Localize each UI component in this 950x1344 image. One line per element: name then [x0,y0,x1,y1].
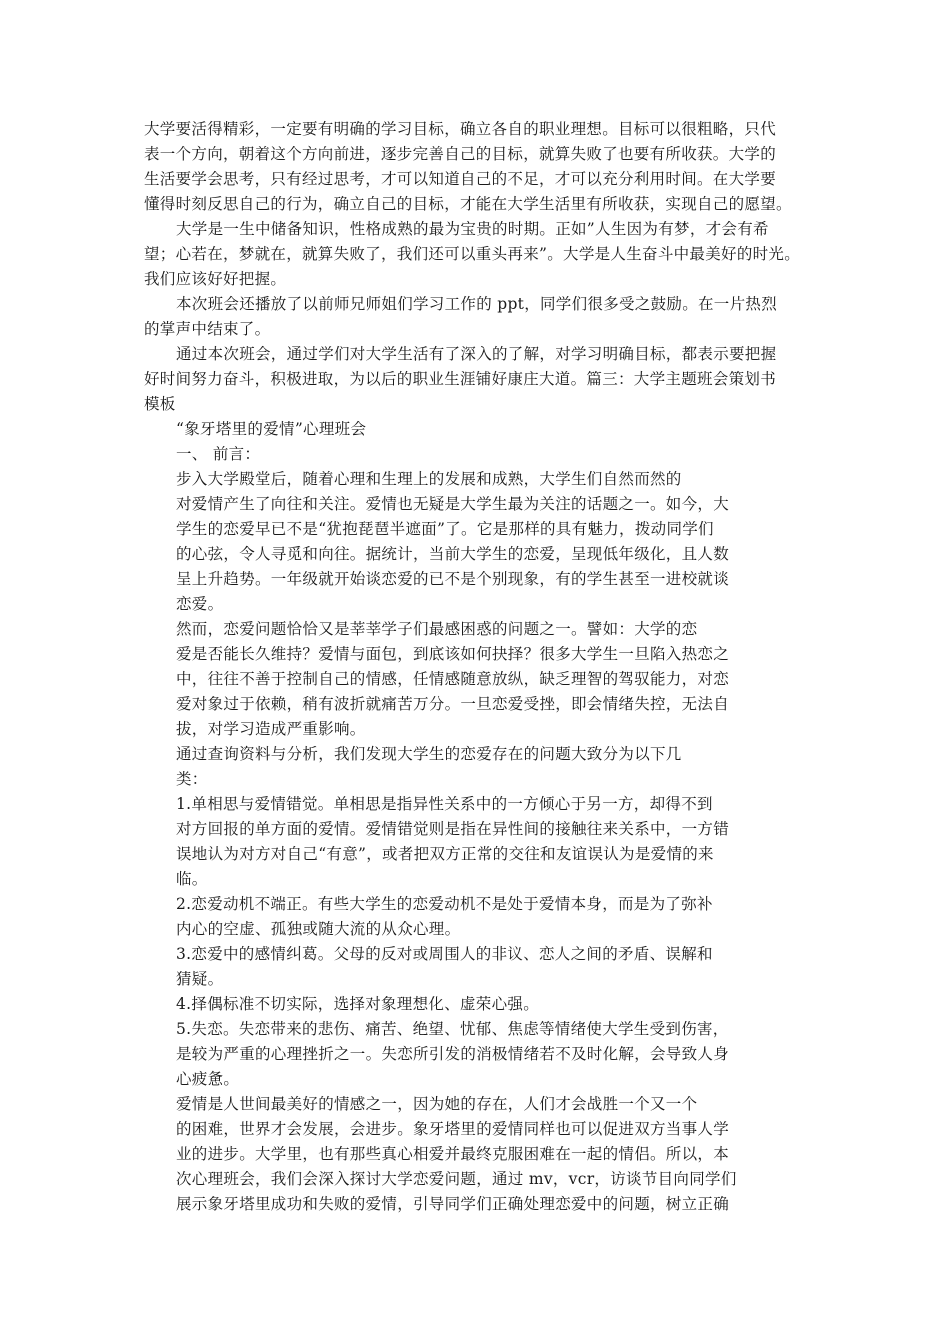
text-line: 望；心若在，梦就在，就算失败了，我们还可以重头再来”。大学是人生奋斗中最美好的时光。 [144,245,801,263]
text-line: 的心弦，令人寻觅和向往。据统计，当前大学生的恋爱，呈现低年级化，且人数 [176,545,730,563]
text-line: 好时间努力奋斗，积极进取，为以后的职业生涯铺好康庄大道。篇三：大学主题班会策划书 [144,370,777,388]
text-line: 本次班会还播放了以前师兄师姐们学习工作的 ppt，同学们很多受之鼓励。在一片热烈 [176,295,778,313]
text-line: 猜疑。 [176,970,224,988]
text-line: 爱是否能长久维持？爱情与面包，到底该如何抉择？很多大学生一旦陷入热恋之 [176,645,730,663]
list-item: 1.单相思与爱情错觉。单相思是指异性关系中的一方倾心于另一方，却得不到 [176,795,713,813]
section-title: “象牙塔里的爱情”心理班会 [176,420,367,438]
text-line: 心疲惫。 [176,1070,240,1088]
list-item: 3.恋爱中的感情纠葛。父母的反对或周围人的非议、恋人之间的矛盾、误解和 [176,945,713,963]
text-line: 然而，恋爱问题恰恰又是莘莘学子们最感困惑的问题之一。譬如：大学的恋 [176,620,698,638]
text-line: 业的进步。大学里，也有那些真心相爱并最终克服困难在一起的情侣。所以，本 [176,1145,730,1163]
text-line: 通过查询资料与分析，我们发现大学生的恋爱存在的问题大致分为以下几 [176,745,682,763]
text-line: 临。 [176,870,208,888]
text-line: 内心的空虚、孤独或随大流的从众心理。 [176,920,461,938]
text-line: 大学要活得精彩，一定要有明确的学习目标，确立各自的职业理想。目标可以很粗略，只代 [144,120,777,138]
text-line: 步入大学殿堂后，随着心理和生理上的发展和成熟，大学生们自然而然的 [176,470,682,488]
list-item: 2.恋爱动机不端正。有些大学生的恋爱动机不是处于爱情本身，而是为了弥补 [176,895,713,913]
text-line: 对爱情产生了向往和关注。爱情也无疑是大学生最为关注的话题之一。如今，大 [176,495,730,513]
text-line: 恋爱。 [176,595,224,613]
text-line: 大学是一生中储备知识，性格成熟的最为宝贵的时期。正如”人生因为有梦，才会有希 [176,220,769,238]
text-line: 通过本次班会，通过学们对大学生活有了深入的了解，对学习明确目标，都表示要把握 [176,345,777,363]
text-line: 的困难，世界才会发展，会进步。象牙塔里的爱情同样也可以促进双方当事人学 [176,1120,730,1138]
text-line: 模板 [144,395,176,413]
text-line: 懂得时刻反思自己的行为，确立自己的目标，才能在大学生活里有所收获，实现自己的愿望。 [144,195,792,213]
text-line: 呈上升趋势。一年级就开始谈恋爱的已不是个别现象，有的学生甚至一进校就谈 [176,570,730,588]
text-line: 中，往往不善于控制自己的情感，任情感随意放纵，缺乏理智的驾驭能力，对恋 [176,670,730,688]
text-line: 拔，对学习造成严重影响。 [176,720,366,738]
text-line: 展示象牙塔里成功和失败的爱情，引导同学们正确处理恋爱中的问题，树立正确 [176,1195,730,1213]
text-line: 类： [176,770,208,788]
list-item: 5.失恋。失恋带来的悲伤、痛苦、绝望、忧郁、焦虑等情绪使大学生受到伤害， [176,1020,729,1038]
text-line: 的掌声中结束了。 [144,320,271,338]
text-line: 次心理班会，我们会深入探讨大学恋爱问题，通过 mv，vcr，访谈节目向同学们 [176,1170,737,1188]
section-heading: 一、 前言： [176,445,261,463]
text-line: 表一个方向，朝着这个方向前进，逐步完善自己的目标，就算失败了也要有所收获。大学的 [144,145,777,163]
text-line: 爱情是人世间最美好的情感之一，因为她的存在，人们才会战胜一个又一个 [176,1095,698,1113]
text-line: 对方回报的单方面的爱情。爱情错觉则是指在异性间的接触往来关系中，一方错 [176,820,730,838]
text-line: 是较为严重的心理挫折之一。失恋所引发的消极情绪若不及时化解，会导致人身 [176,1045,730,1063]
text-line: 我们应该好好把握。 [144,270,287,288]
list-item: 4.择偶标准不切实际，选择对象理想化、虚荣心强。 [176,995,539,1013]
text-line: 生活要学会思考，只有经过思考，才可以知道自己的不足，才可以充分利用时间。在大学要 [144,170,777,188]
text-line: 爱对象过于依赖，稍有波折就痛苦万分。一旦恋爱受挫，即会情绪失控，无法自 [176,695,730,713]
text-line: 学生的恋爱早已不是“犹抱琵琶半遮面”了。它是那样的具有魅力，拨动同学们 [176,520,714,538]
text-line: 误地认为对方对自己“有意”，或者把双方正常的交往和友谊误认为是爱情的来 [176,845,714,863]
